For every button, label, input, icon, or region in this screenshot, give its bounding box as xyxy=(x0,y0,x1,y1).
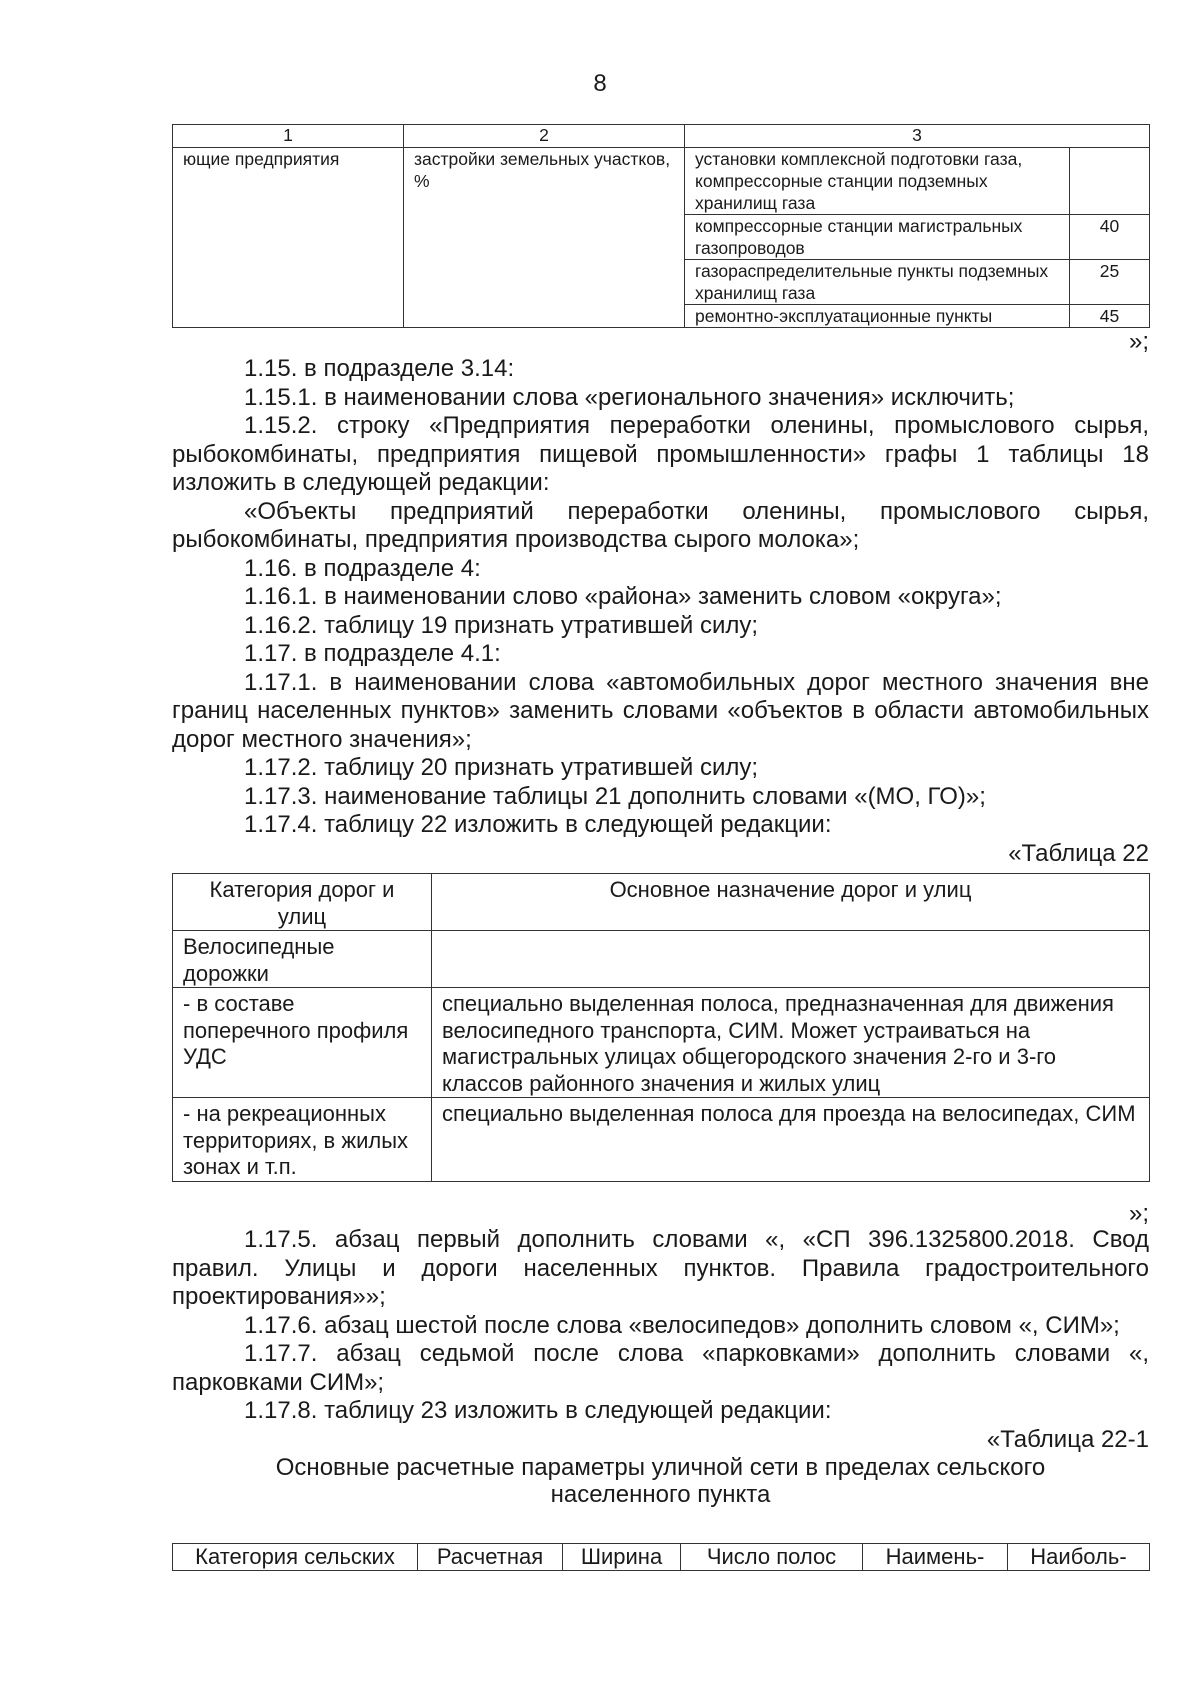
table-cell-category: - в составе поперечного профиля УДС xyxy=(173,988,432,1098)
table-cell-purpose: специально выделенная полоса, предназначенная для движения велосипедного транспорта, СИМ. Может устраиваться на магистральных улицах общегородского значения 2-го и 3-го классов районного значения и жилых улиц xyxy=(432,988,1150,1098)
paragraph: 1.17.2. таблицу 20 признать утратившей силу; xyxy=(244,754,759,781)
text-block-top xyxy=(172,328,1149,868)
header-cell: Расчетная xyxy=(418,1544,563,1571)
header-cell: Ширина xyxy=(563,1544,681,1571)
table-header-row xyxy=(173,125,1150,148)
table-gas-facilities xyxy=(172,124,1150,328)
table-row xyxy=(173,1098,1150,1182)
table-cell-category: Велосипедные дорожки xyxy=(173,931,432,988)
table-cell-category: ющие предприятия xyxy=(173,148,404,328)
paragraph: 1.17.7. абзац седьмой после слова «парковками» дополнить словами «, парковками СИМ»; xyxy=(172,1340,1149,1396)
paragraph: 1.16.2. таблицу 19 признать утратившей силу; xyxy=(244,611,759,639)
table-cell-indicator: застройки земельных участков, % xyxy=(404,148,685,328)
page-number: 8 xyxy=(593,70,607,97)
table-cell-object: ремонтно-эксплуатационные пункты xyxy=(685,305,1070,328)
paragraph: 1.16. в подразделе 4: xyxy=(244,554,481,582)
header-cell: Наиболь- xyxy=(1008,1544,1150,1571)
paragraph: 1.15. в подразделе 3.14: xyxy=(244,355,515,382)
table-caption: «Таблица 22 xyxy=(1008,839,1149,867)
header-cell: 3 xyxy=(685,125,1150,148)
table-header-row xyxy=(173,874,1150,931)
table-cell-value: 45 xyxy=(1070,305,1150,328)
paragraph: 1.15.2. строку «Предприятия переработки оленины, промыслового сырья, рыбокомбинаты, предприятия пищевой промышленности» графы 1 таблицы 18 изложить в следующей редакции: xyxy=(172,412,1149,496)
table-title: Основные расчетные параметры уличной сети в пределах сельского населенного пункта xyxy=(275,1454,1046,1508)
table-cell-value: 25 xyxy=(1070,260,1150,305)
paragraph: 1.16.1. в наименовании слово «района» заменить словом «округа»; xyxy=(244,583,1002,610)
paragraph: 1.17.5. абзац первый дополнить словами «, «СП 396.1325800.2018. Свод правил. Улицы и дороги населенных пунктов. Правила градостроительного проектирования»»; xyxy=(172,1226,1149,1310)
paragraph: 1.15.1. в наименовании слова «регионального значения» исключить; xyxy=(244,383,1015,411)
header-cell: Наимень- xyxy=(863,1544,1008,1571)
paragraph: 1.17.4. таблицу 22 изложить в следующей редакции: xyxy=(244,811,832,838)
table-cell-object: газораспределительные пункты подземных хранилищ газа xyxy=(685,260,1070,305)
header-cell: Категория сельских xyxy=(173,1544,418,1571)
header-cell: 2 xyxy=(404,125,685,148)
table-row xyxy=(173,148,1150,215)
closing-quote: »; xyxy=(1128,328,1149,355)
paragraph: 1.17.8. таблицу 23 изложить в следующей редакции: xyxy=(244,1397,832,1424)
header-cell: 1 xyxy=(173,125,404,148)
table-street-parameters xyxy=(172,1543,1150,1571)
table-caption: «Таблица 22-1 xyxy=(986,1425,1149,1453)
paragraph: 1.17. в подразделе 4.1: xyxy=(244,640,501,667)
paragraph: 1.17.3. наименование таблицы 21 дополнить словами «(МО, ГО)»; xyxy=(244,782,986,810)
table-cell-object: компрессорные станции магистральных газопроводов xyxy=(685,215,1070,260)
paragraph: 1.17.6. абзац шестой после слова «велосипедов» дополнить словом «, СИМ»; xyxy=(244,1311,1120,1339)
table-road-categories xyxy=(172,873,1150,1182)
table-cell-purpose: специально выделенная полоса для проезда на велосипедах, СИМ xyxy=(432,1098,1150,1182)
paragraph: 1.17.1. в наименовании слова «автомобильных дорог местного значения вне границ населенных пунктов» заменить словами «объектов в области автомобильных дорог местного значения»; xyxy=(172,668,1149,753)
table-row xyxy=(173,988,1150,1098)
header-cell: Категория дорог и улиц xyxy=(173,874,432,931)
table-cell-value: 40 xyxy=(1070,215,1150,260)
table-cell-purpose xyxy=(432,931,1150,988)
table-cell-object: установки комплексной подготовки газа, компрессорные станции подземных хранилищ газа xyxy=(685,148,1070,215)
table-cell-category: - на рекреационных территориях, в жилых зонах и т.п. xyxy=(173,1098,432,1182)
header-cell: Основное назначение дорог и улиц xyxy=(432,874,1150,931)
paragraph: «Объекты предприятий переработки оленины, промыслового сырья, рыбокомбинаты, предприятия производства сырого молока»; xyxy=(172,497,1149,553)
header-cell: Число полос xyxy=(681,1544,863,1571)
table-cell-value xyxy=(1070,148,1150,215)
text-block-bottom xyxy=(172,1202,1149,1508)
closing-quote: »; xyxy=(1128,1200,1149,1227)
table-header-row xyxy=(173,1544,1150,1571)
table-row xyxy=(173,931,1150,988)
